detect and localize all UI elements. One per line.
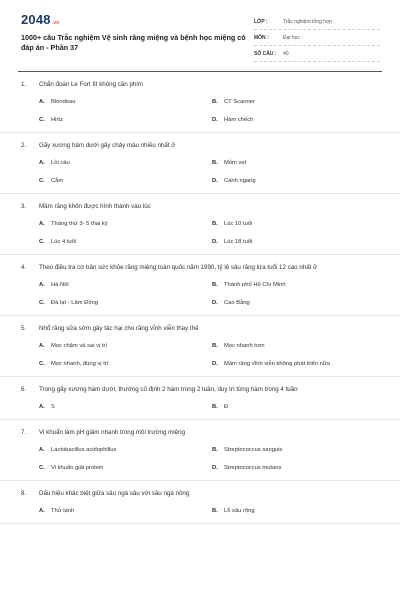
logo-text: 2048 (21, 12, 51, 27)
meta-box (254, 14, 380, 62)
answer-option[interactable] (212, 220, 384, 228)
answer-option[interactable] (212, 281, 384, 289)
option-letter: D. (212, 117, 218, 123)
option-letter: A. (39, 404, 45, 410)
question-number: 8. (21, 490, 27, 497)
option-letter: C. (39, 465, 45, 471)
question-list (0, 72, 400, 524)
question-text: Nhổ răng sữa sớm gây tác hại cho răng vĩnh viễn thay thế (39, 325, 199, 332)
answer-option[interactable] (212, 507, 384, 515)
answer-option[interactable] (39, 177, 212, 185)
answer-option[interactable] (212, 159, 384, 167)
answer-options (0, 90, 400, 132)
question-text-row (0, 377, 400, 395)
option-letter: A. (39, 447, 45, 453)
option-letter: C. (39, 117, 45, 123)
question-text: Gãy xương hàm dưới gây chảy máu nhiều nhất ở (39, 142, 176, 149)
option-letter: A. (39, 160, 45, 166)
question-item (0, 420, 400, 481)
option-letter: B. (212, 447, 218, 453)
question-number: 5. (21, 325, 27, 332)
answer-options (0, 499, 400, 523)
option-letter: A. (39, 508, 45, 514)
option-letter: D. (212, 239, 218, 245)
option-text: Hirtz (51, 117, 63, 123)
option-text: Mọc nhanh hơn (224, 343, 265, 349)
option-letter: B. (212, 508, 218, 514)
option-text: Streptococcus mutans (224, 465, 282, 471)
question-text-row (0, 316, 400, 334)
option-letter: B. (212, 282, 218, 288)
option-letter: C. (39, 361, 45, 367)
option-text: Mọc chậm và sai vị trí (51, 343, 108, 349)
page-title: 1000+ câu Trắc nghiệm Vệ sinh răng miệng và bệnh học miệng có đáp án - Phần 37 (21, 33, 246, 52)
answer-option[interactable] (212, 446, 384, 454)
option-letter: C. (39, 178, 45, 184)
answer-option[interactable] (39, 98, 212, 106)
answer-option[interactable] (212, 299, 384, 307)
option-text: Blondeau (51, 99, 76, 105)
option-letter: C. (39, 300, 45, 306)
option-letter: B. (212, 343, 218, 349)
option-letter: B. (212, 404, 218, 410)
meta-key: SỐ CÂU : (254, 50, 277, 57)
question-text-row (0, 133, 400, 151)
question-text: Theo điều tra cơ bản sức khỏe răng miệng toàn quốc năm 1990, tỷ lệ sâu răng lứa tuổi 12 cao nhất ở (39, 264, 318, 271)
option-text: Lúc 18 tuổi (224, 239, 253, 245)
option-letter: D. (212, 178, 218, 184)
answer-option[interactable] (39, 159, 212, 167)
question-item (0, 255, 400, 316)
option-letter: B. (212, 99, 218, 105)
answer-option[interactable] (39, 281, 212, 289)
answer-option[interactable] (39, 464, 212, 472)
option-text: Lỗ sâu rộng (224, 508, 255, 514)
option-letter: D. (212, 465, 218, 471)
answer-option[interactable] (39, 220, 212, 228)
question-number: 4. (21, 264, 27, 271)
answer-option[interactable] (212, 403, 384, 411)
option-text: Vi khuẩn giải protein (51, 465, 104, 471)
question-text-row (0, 194, 400, 212)
option-letter: A. (39, 221, 45, 227)
option-text: Mỏm vẹt (224, 160, 247, 166)
answer-option[interactable] (212, 98, 384, 106)
option-letter: C. (39, 239, 45, 245)
option-text: Đà lạt - Lâm Đồng (51, 300, 99, 306)
answer-options (0, 151, 400, 193)
question-text: Trong gãy xương hàm dưới, thường cố định 2 hàm trong 2 tuần, duy trì từng hàm trong 4 tuần (39, 386, 298, 393)
option-letter: D. (212, 300, 218, 306)
option-text: Cành ngang (224, 178, 256, 184)
option-text: Mọc nhanh, đúng vị trí (51, 361, 109, 367)
site-logo[interactable] (21, 12, 60, 27)
answer-option[interactable] (212, 116, 384, 124)
option-text: Hà Nội (51, 282, 69, 288)
option-text: CT Scanner (224, 99, 255, 105)
question-item (0, 72, 400, 133)
answer-options (0, 395, 400, 419)
option-text: Hàm chếch (224, 117, 254, 123)
question-text: Mầm răng khôn được hình thành vào lúc (39, 203, 151, 210)
option-text: Lúc 10 tuổi (224, 221, 253, 227)
option-text: Tháng thứ 3- 5 thai kỳ (51, 221, 108, 227)
option-letter: B. (212, 160, 218, 166)
question-number: 7. (21, 429, 27, 436)
question-item (0, 133, 400, 194)
answer-option[interactable] (212, 360, 384, 368)
question-item (0, 481, 400, 524)
question-item (0, 194, 400, 255)
answer-option[interactable] (39, 238, 212, 246)
answer-options (0, 334, 400, 376)
meta-key: LỚP : (254, 18, 268, 25)
question-text-row (0, 420, 400, 438)
meta-row-subject (254, 30, 380, 46)
answer-options (0, 438, 400, 480)
answer-option[interactable] (39, 116, 212, 124)
question-item (0, 377, 400, 420)
question-number: 6. (21, 386, 27, 393)
option-text: Cằm (51, 178, 64, 184)
option-text: Thành phố Hồ Chí Minh (224, 282, 286, 288)
answer-option[interactable] (212, 464, 384, 472)
question-text: Vi khuẩn làm pH giảm nhanh trong môi trường miệng (39, 429, 186, 436)
answer-options (0, 273, 400, 315)
answer-option[interactable] (39, 507, 212, 515)
question-text-row (0, 481, 400, 499)
option-letter: D. (212, 361, 218, 367)
answer-option[interactable] (212, 177, 384, 185)
option-letter: B. (212, 221, 218, 227)
question-text-row (0, 72, 400, 90)
meta-row-class (254, 14, 380, 30)
option-letter: A. (39, 99, 45, 105)
question-text-row (0, 255, 400, 273)
answer-option[interactable] (39, 299, 212, 307)
option-text: Streptococcus sanguis (224, 447, 283, 453)
question-item (0, 316, 400, 377)
option-text: Thử lạnh (51, 508, 75, 514)
option-letter: A. (39, 282, 45, 288)
page-header (0, 0, 400, 66)
logo-suffix: .vn (51, 20, 60, 26)
option-text: S (51, 404, 55, 410)
meta-value: Trắc nghiệm tổng hợp (283, 18, 332, 25)
answer-option[interactable] (212, 238, 384, 246)
question-text: Chẩn đoán Le Fort III không cần phim (39, 81, 143, 88)
meta-value: 40 (283, 50, 289, 57)
answer-option[interactable] (39, 342, 212, 350)
option-text: Mầm răng vĩnh viễn không phát triển nữa (224, 361, 331, 367)
option-text: Đ (224, 404, 229, 410)
meta-value: Đại học (283, 34, 300, 41)
question-number: 2. (21, 142, 27, 149)
answer-options (0, 212, 400, 254)
question-text: Dấu hiệu khác biệt giữa sâu ngà sâu với sâu ngà nông (39, 490, 190, 497)
option-text: Lactobacillus acidophillus (51, 447, 117, 453)
answer-option[interactable] (39, 446, 212, 454)
option-text: Lúc 4 tuổi (51, 239, 77, 245)
option-text: Cao Bằng (224, 300, 250, 306)
answer-option[interactable] (39, 403, 212, 411)
meta-row-count (254, 46, 380, 62)
question-number: 3. (21, 203, 27, 210)
meta-key: MÔN : (254, 34, 269, 41)
question-number: 1. (21, 81, 27, 88)
answer-option[interactable] (39, 360, 212, 368)
option-letter: A. (39, 343, 45, 349)
answer-option[interactable] (212, 342, 384, 350)
option-text: Lồi cầu (51, 160, 70, 166)
